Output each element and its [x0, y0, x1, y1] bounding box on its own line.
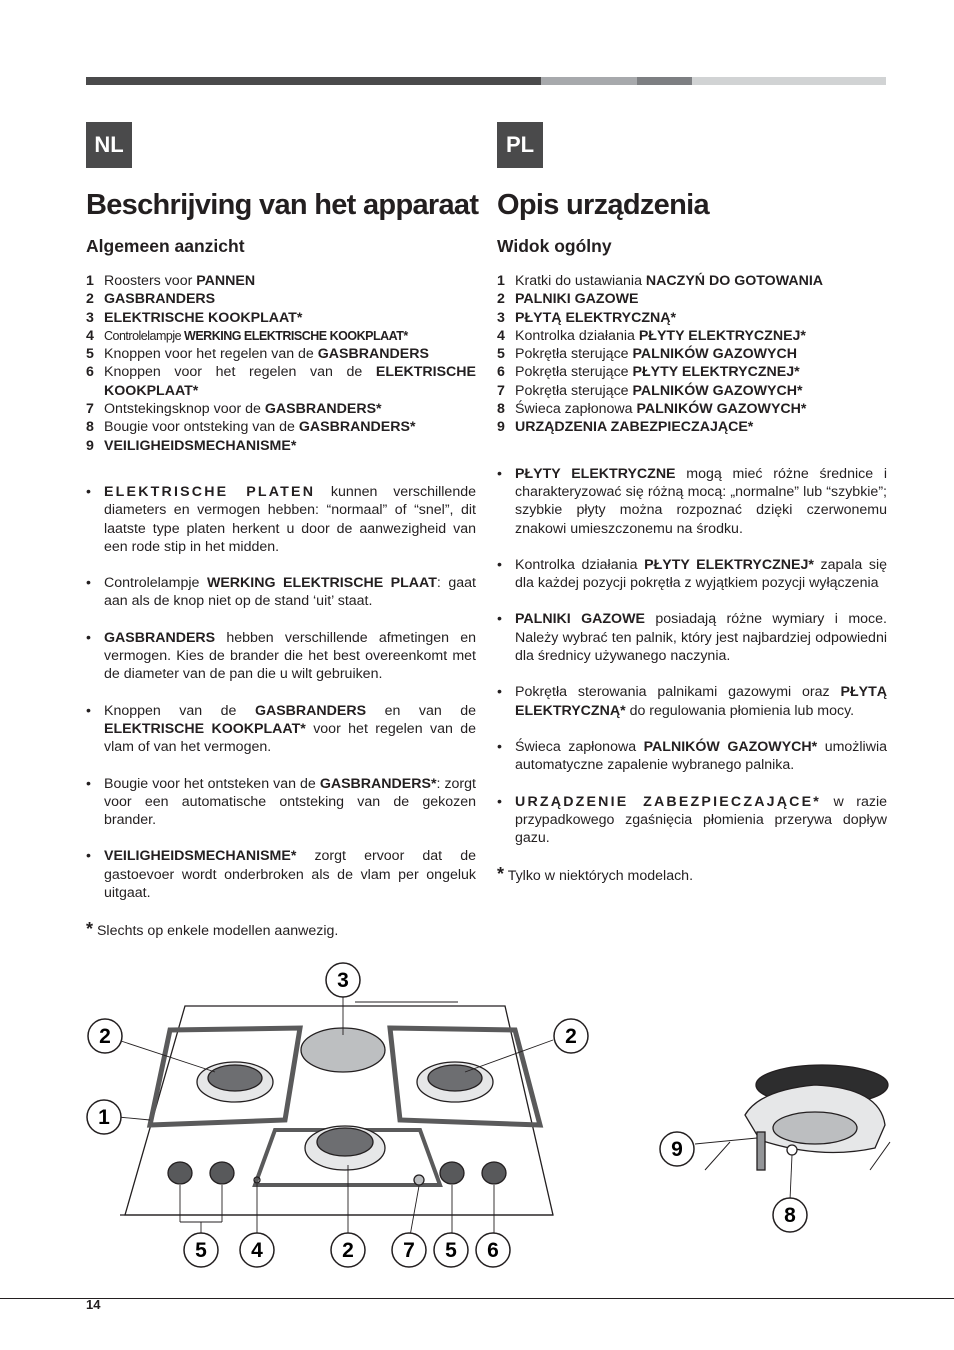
bullet-text: Pokrętła sterowania palnikami gazowymi oraz [515, 684, 841, 701]
item-number: 5 [86, 346, 94, 363]
burner-left-icon [197, 1062, 273, 1102]
item-number: 3 [86, 309, 94, 326]
footnote-nl [86, 920, 476, 940]
callout-3 [326, 963, 360, 997]
bullet-keyword: PŁYTY ELEKTRYCZNE [515, 465, 676, 482]
list-item [497, 382, 887, 400]
spark-plug-icon [787, 1145, 797, 1155]
bullet-item: • Bougie voor het ontsteken van de GASBRANDERS*: zorgt voor een automatische ontsteking van de gekozen brander. [86, 775, 476, 829]
callout-5-right [434, 1233, 468, 1267]
item-text: Roosters voor [104, 273, 197, 289]
item-keyword: NACZYŃ DO GOTOWANIA [645, 273, 824, 289]
list-item [497, 272, 887, 290]
bullet-text: Controlelampje [104, 575, 207, 592]
burner-middle-icon [305, 1126, 385, 1170]
bullet-text: umożliwia automatyczne zapalenie wybranego palnika. [515, 738, 887, 774]
item-keyword: PALNIKI GAZOWE [515, 291, 639, 308]
item-number: 1 [497, 273, 505, 289]
hob-drawing [118, 993, 890, 1236]
header-bar-accent [637, 77, 692, 85]
bullet-keyword: ELEKTRISCHE KOOKPLAAT* [104, 720, 306, 737]
callout-label: 8 [784, 1204, 796, 1227]
bullet-keyword: GASBRANDERS* [319, 775, 437, 792]
list-item [497, 290, 887, 308]
bullet-keyword: PALNIKI GAZOWE [515, 611, 645, 628]
header-bar-mid [541, 77, 637, 85]
subtitle-pl: Widok ogólny [497, 236, 612, 256]
item-text: Bougie voor ontsteking van de [104, 419, 299, 436]
item-keyword: PALNIKÓW GAZOWYCH [632, 346, 797, 363]
bullet-text: Kontrolka działania [515, 556, 645, 573]
bullet-list-nl [86, 483, 476, 902]
list-item [497, 418, 887, 436]
bullet-keyword: PALNIKÓW GAZOWYCH* [643, 738, 818, 755]
callout-label: 1 [98, 1106, 110, 1129]
column-nl [86, 122, 479, 940]
item-keyword: PALNIKÓW GAZOWYCH* [636, 401, 807, 418]
callout-6 [476, 1233, 510, 1267]
bullet-keyword: PŁYTĄ ELEKTRYCZNĄ* [515, 684, 887, 719]
callout-label: 2 [565, 1025, 577, 1048]
bullet-item: • Knoppen van de GASBRANDERS en van de ELEKTRISCHE KOOKPLAAT* voor het regelen van de vlam of van het vermogen. [86, 702, 477, 756]
callout-label: 7 [403, 1239, 415, 1262]
list-item [86, 327, 476, 345]
callout-label: 3 [337, 969, 349, 992]
bullet-item: • PŁYTY ELEKTRYCZNE mogą mieć różne średnice i charakteryzować się różną mocą: „normalne” lub “szybkie”; szybkie płyty można rozpoznać dzięki czerwonemu znakowi umieszczonemu na środku. [497, 465, 888, 537]
item-keyword: WERKING ELEKTRISCHE KOOKPLAAT* [184, 328, 408, 343]
item-text: Pokrętła sterujące [515, 364, 633, 381]
callout-label: 2 [99, 1025, 111, 1048]
bullet-text: zorgt ervoor dat de gastoevoer wordt onderbroken als de vlam per ongeluk uitgaat. [104, 848, 476, 902]
item-number: 3 [497, 309, 505, 326]
bullet-text: : zorgt voor een automatische ontsteking van de gekozen brander. [104, 775, 476, 829]
item-number: 9 [86, 437, 94, 454]
list-item [497, 309, 887, 327]
item-text: Kratki do ustawiania [515, 273, 646, 289]
bullet-text: : gaat aan als de knop niet op de stand ‘uit’ staat. [104, 575, 477, 610]
item-number: 8 [497, 401, 505, 418]
callout-2-middle [331, 1233, 365, 1267]
callout-label: 5 [195, 1239, 207, 1262]
item-number: 2 [86, 291, 94, 308]
item-text: Kontrolka działania [515, 327, 639, 344]
callout-label: 2 [342, 1239, 354, 1262]
list-item [86, 400, 476, 418]
item-number: 8 [86, 419, 94, 436]
item-text: Knoppen voor het regelen van de [104, 346, 318, 363]
hob-illustration [0, 960, 954, 1280]
list-item [497, 327, 887, 345]
callout-1 [87, 1100, 121, 1134]
safety-device-detail [705, 1065, 890, 1170]
item-number: 9 [497, 419, 505, 436]
list-item [86, 290, 476, 308]
item-text: Pokrętła sterujące [515, 382, 633, 399]
gas-knob-icon [210, 1162, 234, 1184]
item-keyword: ELEKTRISCHE KOOKPLAAT* [104, 309, 303, 326]
bullet-text: hebben verschillende afmetingen en vermogen. Kies de brander die het best overeenkomt met de diameter van de pan die u wilt gebruiken. [104, 629, 476, 683]
item-keyword: PANNEN [196, 273, 256, 289]
bullet-keyword: GASBRANDERS [254, 702, 367, 719]
list-item [86, 437, 476, 455]
footnote-text: Tylko w niektórych modelach. [507, 868, 694, 885]
bullet-item: • VEILIGHEIDSMECHANISME* zorgt ervoor dat de gastoevoer wordt onderbroken als de vlam per ongeluk uitgaat. [86, 848, 476, 902]
item-number: 7 [497, 382, 505, 399]
bullet-item: • Controlelampje WERKING ELEKTRISCHE PLAAT: gaat aan als de knop niet op de stand ‘uit’ staat. [86, 575, 477, 610]
item-number: 1 [86, 273, 94, 289]
bullet-item: • Kontrolka działania PŁYTY ELEKTRYCZNEJ* zapala się dla każdej pozycji pokrętła z wyjątkiem pozycji wyłączenia [497, 556, 887, 592]
ignition-button-icon [414, 1175, 424, 1185]
bullet-item: • ELEKTRISCHE PLATEN kunnen verschillende diameters en vermogen hebben: “normaal” of “snel”, dit laatste type platen herkent u door de aanwezigheid van een rode stip in het midden. [86, 483, 476, 555]
bullet-item: • Pokrętła sterowania palnikami gazowymi oraz PŁYTĄ ELEKTRYCZNĄ* do regulowania płomienia lub mocy. [497, 684, 887, 719]
bullet-item: • GASBRANDERS hebben verschillende afmetingen en vermogen. Kies de brander die het best overeenkomt met de diameter van de pan die u wilt gebruiken. [86, 629, 476, 683]
bullet-keyword: PŁYTY ELEKTRYCZNEJ* [644, 556, 814, 573]
list-item [86, 363, 476, 400]
item-keyword: GASBRANDERS* [264, 401, 382, 418]
item-keyword: PŁYTĄ ELEKTRYCZNĄ* [515, 309, 677, 326]
bullet-text: voor het regelen van de vlam of van het vermogen. [104, 720, 477, 756]
language-badge-pl: PL [497, 122, 543, 168]
item-keyword: PALNIKÓW GAZOWYCH* [632, 382, 803, 399]
bullet-text: Bougie voor het ontsteken van de [104, 775, 320, 792]
page-title-pl: Opis urządzenia [497, 189, 709, 221]
footnote-text: Slechts op enkele modellen aanwezig. [96, 923, 339, 940]
electric-plate-knob-icon [482, 1162, 506, 1184]
bullet-text: posiadają różne wymiary i moce. Należy wybrać ten palnik, który jest najbardziej odpowiedni dla średnicy używanego naczynia. [515, 611, 887, 665]
item-keyword: GASBRANDERS* [298, 419, 416, 436]
bullet-keyword: URZĄDZENIE ZABEZPIECZAJĄCE* [515, 793, 822, 810]
list-item [86, 272, 476, 290]
callout-label: 9 [671, 1138, 683, 1161]
item-number: 4 [86, 327, 94, 344]
callout-4 [240, 1233, 274, 1267]
thermocouple-icon [757, 1132, 765, 1170]
bullet-text: en van de [366, 702, 476, 719]
list-item [86, 345, 476, 363]
item-number: 6 [497, 364, 505, 381]
item-number: 5 [497, 346, 505, 363]
callout-8 [773, 1198, 807, 1232]
footnote-pl [497, 865, 887, 885]
bullet-item: • URZĄDZENIE ZABEZPIECZAJĄCE* w razie przypadkowego zgaśnięcia płomienia przerywa dopływ gazu. [497, 793, 888, 847]
item-number: 2 [497, 291, 505, 308]
parts-list-pl [497, 272, 887, 437]
subtitle-nl: Algemeen aanzicht [86, 236, 245, 256]
item-number: 6 [86, 364, 94, 381]
bullet-text: kunnen verschillende diameters en vermogen hebben: “normaal” of “snel”, dit laatste type platen herkent u door de aanwezigheid van een rode stip in het midden. [104, 483, 476, 555]
header-color-bar [86, 77, 886, 85]
item-text: Controlelampje [104, 328, 185, 343]
footnote-star: * [497, 864, 505, 885]
bullet-keyword: VEILIGHEIDSMECHANISME* [104, 848, 297, 865]
item-keyword: PŁYTY ELEKTRYCZNEJ* [632, 364, 800, 381]
bullet-text: zapala się dla każdej pozycji pokrętła z wyjątkiem pozycji wyłączenia [515, 556, 887, 592]
item-text: Świeca zapłonowa [515, 401, 637, 418]
bullet-text: w razie przypadkowego zgaśnięcia płomienia przerywa dopływ gazu. [515, 793, 888, 847]
bullet-text: mogą mieć różne średnice i charakteryzować się różną mocą: „normalne” lub “szybkie”; szybkie płyty można rozpoznać dzięki czerwonemu znakowi umieszczonemu na środku. [515, 465, 888, 537]
page-number: 14 [86, 1297, 101, 1312]
header-bar-light [692, 77, 886, 85]
item-keyword: ELEKTRISCHE KOOKPLAAT* [104, 364, 476, 399]
parts-list-nl [86, 272, 476, 455]
column-pl [497, 122, 887, 885]
item-text: Pokrętła sterujące [515, 346, 633, 363]
header-bar-dark [86, 77, 541, 85]
item-keyword: GASBRANDERS [104, 291, 216, 308]
bullet-item: • PALNIKI GAZOWE posiadają różne wymiary i moce. Należy wybrać ten palnik, który jest najbardziej odpowiedni dla średnicy używanego naczynia. [497, 611, 887, 665]
gas-knob-icon [168, 1162, 192, 1184]
language-badge-nl: NL [86, 122, 132, 168]
item-number: 7 [86, 401, 94, 418]
callout-label: 4 [251, 1239, 263, 1262]
list-item [497, 400, 887, 418]
bullet-text: Knoppen van de [104, 702, 255, 719]
bullet-keyword: WERKING ELEKTRISCHE PLAAT [206, 575, 437, 592]
bullet-list-pl [497, 465, 887, 848]
footer-rule [0, 1298, 954, 1299]
burner-right-icon [417, 1062, 493, 1102]
item-keyword: GASBRANDERS [317, 346, 429, 363]
callout-label: 6 [487, 1239, 499, 1262]
callout-5-left [184, 1233, 218, 1267]
item-keyword: URZĄDZENIA ZABEZPIECZAJĄCE* [515, 419, 754, 436]
item-keyword: VEILIGHEIDSMECHANISME* [104, 437, 297, 454]
callout-2-left [88, 1019, 122, 1053]
list-item [86, 418, 476, 436]
item-number: 4 [497, 327, 505, 344]
list-item [497, 345, 887, 363]
footnote-star: * [86, 919, 94, 940]
bullet-keyword: ELEKTRISCHE PLATEN [104, 483, 316, 500]
item-text: Ontstekingsknop voor de [104, 401, 265, 418]
list-item [497, 363, 887, 381]
bullet-text: Świeca zapłonowa [515, 738, 644, 755]
callout-7 [392, 1233, 426, 1267]
bullet-item: • Świeca zapłonowa PALNIKÓW GAZOWYCH* umożliwia automatyczne zapalenie wybranego palnika. [497, 738, 887, 774]
callout-label: 5 [445, 1239, 457, 1262]
list-item [86, 309, 476, 327]
gas-knob-icon [440, 1162, 464, 1184]
bullet-keyword: GASBRANDERS [104, 629, 216, 646]
page-title-nl: Beschrijving van het apparaat [86, 189, 479, 221]
bullet-text: do regulowania płomienia lub mocy. [625, 702, 855, 719]
item-keyword: PŁYTY ELEKTRYCZNEJ* [638, 327, 806, 344]
callout-9 [660, 1132, 694, 1166]
callout-2-right [554, 1019, 588, 1053]
item-text: Knoppen voor het regelen van de [104, 364, 376, 381]
